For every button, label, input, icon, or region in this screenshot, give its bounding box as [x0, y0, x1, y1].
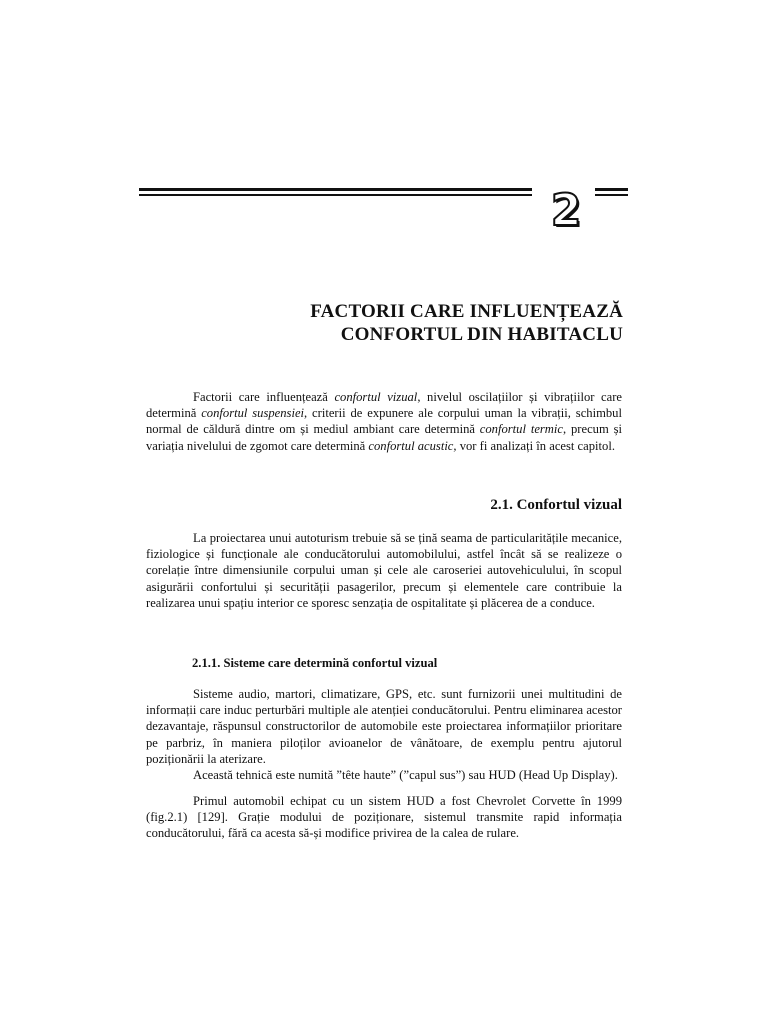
- section-heading: 2.1. Confortul vizual: [490, 497, 622, 513]
- chapter-number: 2: [550, 185, 582, 236]
- intro-paragraph: [146, 389, 622, 454]
- chapter-title-line-2: CONFORTUL DIN HABITACLU: [340, 324, 623, 345]
- intro-text-4: , precum și variația nivelului de zgomot care determină: [146, 422, 623, 453]
- section-paragraph: [146, 530, 622, 611]
- intro-italic-3: confortul termic: [479, 422, 563, 437]
- chapter-title-line-1: FACTORII CARE INFLUENȚEAZĂ: [310, 301, 623, 322]
- subsection-heading: 2.1.1. Sisteme care determină confortul vizual: [192, 656, 438, 670]
- section-paragraph-text: La proiectarea unui autoturism trebuie să se țină seama de particularitățile mecanice, fiziologice și funcționale ale conducătorului automobilului, astfel încât să se realizeze o corelație între dimensiunile corpului uman și cele ale caroseriei autovehiculului, în scopul asigurării confortului și securității pasagerilor, precum și elementele care contribuie la realizarea unui spațiu interior ce sporesc senzația de ospitalitate și plăcerea de a conduce.: [146, 531, 622, 610]
- intro-italic-4: confortul acustic,: [368, 438, 457, 453]
- subsection-paragraph-3: [146, 793, 622, 842]
- intro-text-2: , nivelul oscilațiilor și vibrațiilor care determină: [146, 390, 622, 421]
- subsection-paragraph-1-text: Sisteme audio, martori, climatizare, GPS, etc. sunt furnizorii unei multitudini de informații care induc perturbări multiple ale atenției conducătorului. Pentru eliminarea acestor dezavantaje, răspunsul constructorilor de automobile este proiectarea informațiilor prioritare pe parbriz, în maniera piloților avioanelor de vânătoare, de exemplu pentru ajutorul poziționării la aterizare.: [146, 687, 622, 766]
- subsection-paragraph-3-text: Primul automobil echipat cu un sistem HUD a fost Chevrolet Corvette în 1999 (fig.2.1) [129]. Grație modului de poziționare, sistemul transmite rapid informația conducătorului, fără ca acesta să-și modifice privirea de la calea de rulare.: [146, 794, 622, 841]
- chapter-rule-right: [595, 188, 628, 196]
- chapter-rule-left: [139, 188, 532, 196]
- intro-italic-2: confortul suspensiei: [201, 406, 305, 421]
- intro-text-5: vor fi analizați în acest capitol.: [456, 438, 615, 453]
- intro-text-3: , criterii de expunere ale corpului uman la vibrații, schimbul normal de căldură dintre om și mediul ambiant care determină: [146, 406, 622, 437]
- subsection-paragraph-1: [146, 686, 622, 767]
- chapter-title: [310, 300, 623, 346]
- subsection-paragraph-2: [146, 767, 622, 783]
- intro-text-1: Factorii care influențează: [193, 390, 335, 404]
- intro-italic-1: confortul vizual: [334, 390, 418, 404]
- subsection-paragraph-2-text: Această tehnică este numită ”tête haute” (”capul sus”) sau HUD (Head Up Display).: [193, 768, 618, 782]
